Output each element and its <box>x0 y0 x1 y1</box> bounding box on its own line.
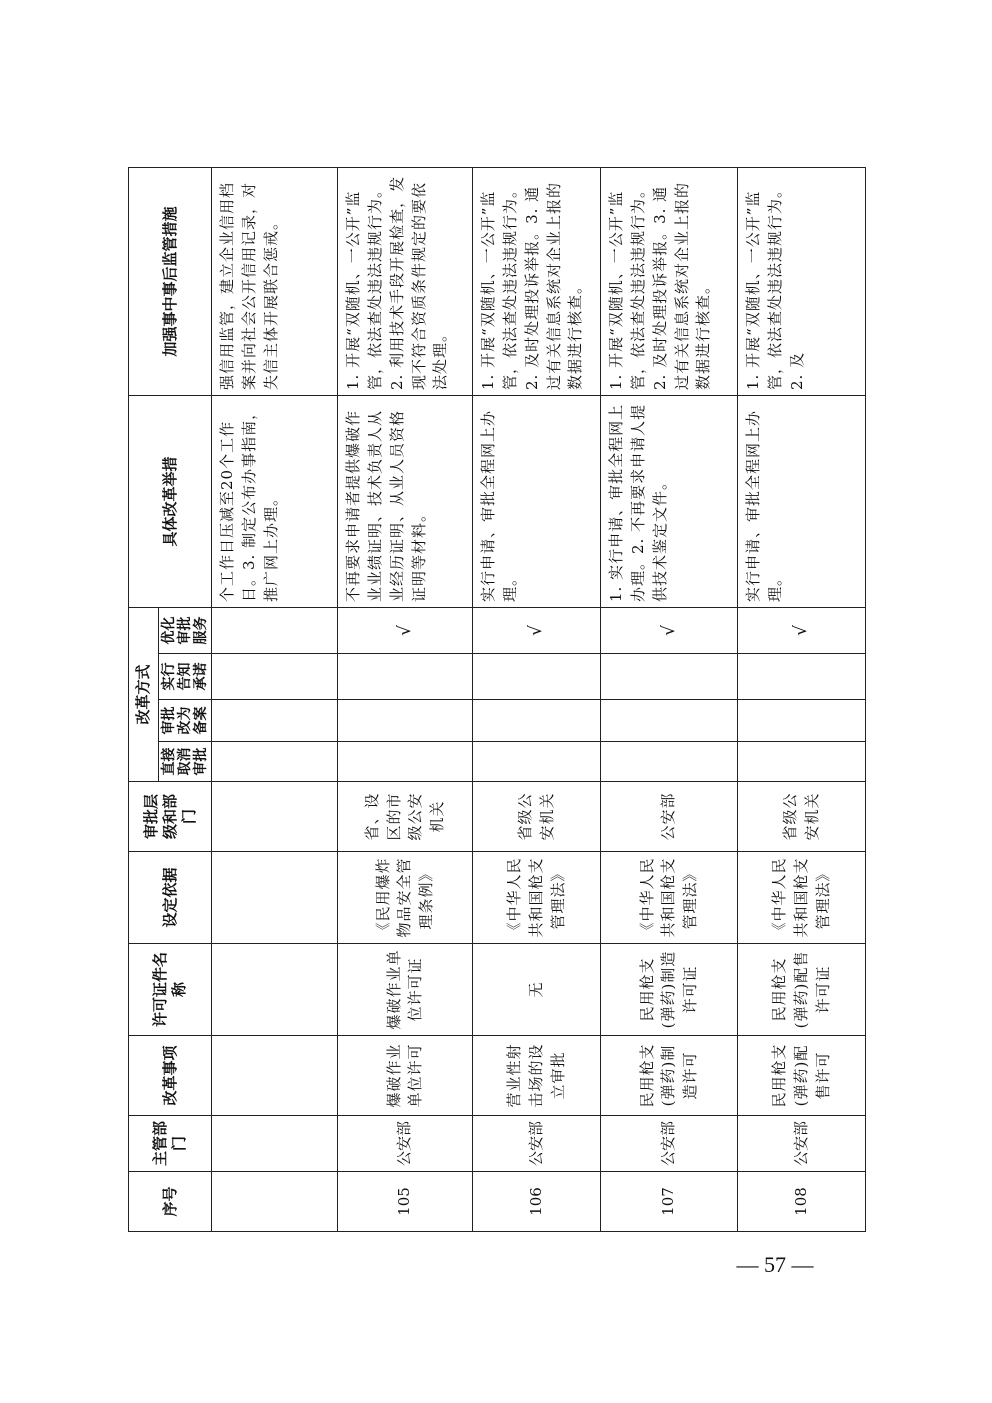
cell-supervision: 强信用监管，建立企业信用档案并向社会公开信用记录，对失信主体开展联合惩戒。 <box>212 167 338 395</box>
header-reform-cancel: 直接取消审批 <box>159 742 212 782</box>
reform-table <box>128 167 866 1232</box>
cell-supervision: 1. 开展“双随机、一公开”监管，依法查处违法违规行为。2. 及 <box>738 167 866 395</box>
cell-license <box>212 944 338 1036</box>
cell-level: 省级公安机关 <box>738 782 866 852</box>
cell-seq: 105 <box>338 1172 473 1232</box>
cell-level: 公安部 <box>601 782 738 852</box>
table-row <box>473 167 601 1231</box>
cell-level: 省、设区的市级公安机关 <box>338 782 473 852</box>
cell-filing <box>601 700 738 742</box>
table-row <box>738 167 866 1231</box>
cell-supervision: 1. 开展“双随机、一公开”监管，依法查处违法违规行为。2. 及时处理投诉举报。3. 通过有关信息系统对企业上报的数据进行核查。 <box>473 167 601 395</box>
rotated-table-container <box>128 168 864 1232</box>
header-seq: 序号 <box>129 1172 212 1232</box>
header-license: 许可证件名称 <box>129 944 212 1036</box>
cell-basis: 《中华人民共和国枪支管理法》 <box>473 852 601 944</box>
cell-basis <box>212 852 338 944</box>
table-row <box>338 167 473 1231</box>
cell-item: 营业性射击场的设立审批 <box>473 1036 601 1116</box>
cell-cancel <box>338 742 473 782</box>
cell-dept: 公安部 <box>738 1116 866 1172</box>
cell-dept <box>212 1116 338 1172</box>
cell-cancel <box>601 742 738 782</box>
cell-basis: 《中华人民共和国枪支管理法》 <box>601 852 738 944</box>
cell-filing <box>473 700 601 742</box>
cell-filing <box>738 700 866 742</box>
table-row <box>212 167 338 1231</box>
header-level: 审批层级和部门 <box>129 782 212 852</box>
cell-item: 爆破作业单位许可 <box>338 1036 473 1116</box>
cell-seq: 106 <box>473 1172 601 1232</box>
cell-optimize <box>212 607 338 653</box>
cell-level <box>212 782 338 852</box>
header-item: 改革事项 <box>129 1036 212 1116</box>
cell-seq: 107 <box>601 1172 738 1232</box>
cell-optimize: √ <box>601 607 738 653</box>
cell-item: 民用枪支(弹药)制造许可 <box>601 1036 738 1116</box>
cell-dept: 公安部 <box>338 1116 473 1172</box>
cell-supervision: 1. 开展“双随机、一公开”监管，依法查处违法违规行为。2. 利用技术手段开展检查，发现不符合资质条件规定的要依法处理。 <box>338 167 473 395</box>
header-measures: 具体改革举措 <box>129 395 212 607</box>
cell-license: 民用枪支(弹药)制造许可证 <box>601 944 738 1036</box>
header-basis: 设定依据 <box>129 852 212 944</box>
cell-optimize: √ <box>738 607 866 653</box>
header-reform-filing: 审批改为备案 <box>159 700 212 742</box>
cell-cancel <box>473 742 601 782</box>
cell-supervision: 1. 开展“双随机、一公开”监管，依法查处违法违规行为。2. 及时处理投诉举报。3. 通过有关信息系统对企业上报的数据进行核查。 <box>601 167 738 395</box>
cell-notify <box>212 654 338 700</box>
cell-cancel <box>212 742 338 782</box>
cell-measures: 实行申请、审批全程网上办理。 <box>473 395 601 607</box>
cell-item <box>212 1036 338 1116</box>
header-reform-optimize: 优化审批服务 <box>159 607 212 653</box>
cell-notify <box>338 654 473 700</box>
cell-measures: 不再要求申请者提供爆破作业业绩证明、技术负责人从业经历证明、从业人员资格证明等材料。 <box>338 395 473 607</box>
cell-license: 爆破作业单位许可证 <box>338 944 473 1036</box>
header-reform-notify: 实行告知承诺 <box>159 654 212 700</box>
cell-dept: 公安部 <box>601 1116 738 1172</box>
cell-cancel <box>738 742 866 782</box>
cell-optimize: √ <box>338 607 473 653</box>
cell-dept: 公安部 <box>473 1116 601 1172</box>
cell-filing <box>338 700 473 742</box>
cell-item: 民用枪支(弹药)配售许可 <box>738 1036 866 1116</box>
header-reform-group: 改革方式 <box>129 607 159 781</box>
table-row <box>601 167 738 1231</box>
cell-seq: 108 <box>738 1172 866 1232</box>
cell-notify <box>473 654 601 700</box>
cell-license: 民用枪支(弹药)配售许可证 <box>738 944 866 1036</box>
cell-notify <box>738 654 866 700</box>
cell-basis: 《中华人民共和国枪支管理法》 <box>738 852 866 944</box>
cell-measures: 个工作日压减至20个工作日。3. 制定公布办事指南，推广网上办理。 <box>212 395 338 607</box>
cell-notify <box>601 654 738 700</box>
cell-license: 无 <box>473 944 601 1036</box>
cell-basis: 《民用爆炸物品安全管理条例》 <box>338 852 473 944</box>
header-supervision: 加强事中事后监管措施 <box>129 167 212 395</box>
cell-level: 省级公安机关 <box>473 782 601 852</box>
page-number: — 57 — <box>736 1252 814 1277</box>
cell-seq <box>212 1172 338 1232</box>
cell-filing <box>212 700 338 742</box>
cell-measures: 1. 实行申请、审批全程网上办理。2. 不再要求申请人提供技术鉴定文件。 <box>601 395 738 607</box>
cell-measures: 实行申请、审批全程网上办理。 <box>738 395 866 607</box>
header-dept: 主管部门 <box>129 1116 212 1172</box>
cell-optimize: √ <box>473 607 601 653</box>
